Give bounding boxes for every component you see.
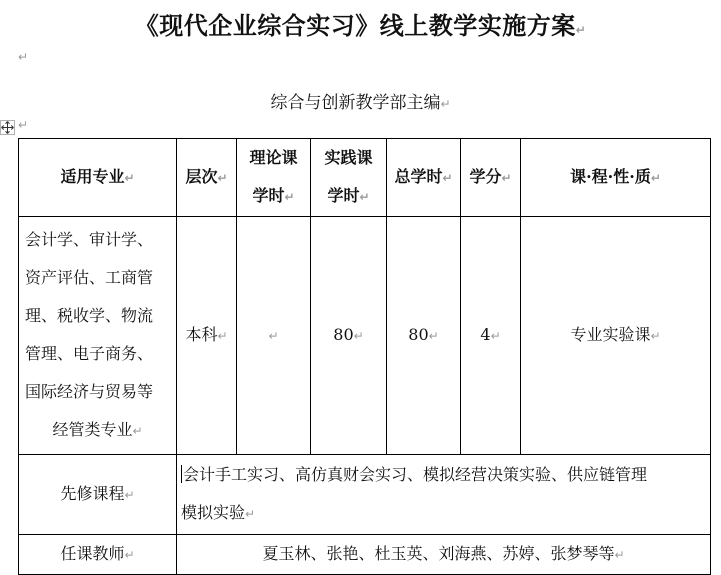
header-total-hours: 总学时↵ <box>387 139 461 217</box>
header-major: 适用专业↵ <box>19 139 177 217</box>
text-cursor <box>181 465 182 483</box>
teachers-row <box>19 535 711 575</box>
document-title-text: 《现代企业综合实习》线上教学实施方案 <box>134 11 576 40</box>
header-theory-hours: 理论课 学时↵ <box>237 139 311 217</box>
teachers-value[interactable]: 夏玉林、张艳、杜玉英、刘海燕、苏婷、张梦琴等↵ <box>177 535 711 575</box>
header-credits: 学分↵ <box>461 139 521 217</box>
table-header-row <box>19 139 711 217</box>
paragraph-mark: ↵ <box>18 118 29 132</box>
theory-hours-cell: ↵ <box>237 217 311 455</box>
teachers-label: 任课教师↵ <box>19 535 177 575</box>
paragraph-mark: ↵ <box>440 97 451 111</box>
prerequisite-value[interactable]: 会计手工实习、高仿真财会实习、模拟经营决策实验、供应链管理 模拟实验↵ <box>177 455 711 535</box>
document-subtitle <box>0 88 721 113</box>
empty-paragraph-mark: ↵ <box>18 50 29 64</box>
paragraph-mark: ↵ <box>575 23 587 37</box>
document-subtitle-text: 综合与创新教学部主编 <box>270 93 441 113</box>
table-move-handle[interactable] <box>0 120 15 135</box>
table-row <box>19 217 711 455</box>
credits-cell: 4↵ <box>461 217 521 455</box>
header-practice-hours: 实践课 学时↵ <box>311 139 387 217</box>
document-title <box>0 6 721 41</box>
total-hours-cell: 80↵ <box>387 217 461 455</box>
move-icon <box>1 121 14 134</box>
prerequisite-label: 先修课程↵ <box>19 455 177 535</box>
header-level: 层次↵ <box>177 139 237 217</box>
course-info-table <box>18 138 711 575</box>
prerequisite-row <box>19 455 711 535</box>
course-nature-cell: 专业实验课↵ <box>521 217 711 455</box>
practice-hours-cell: 80↵ <box>311 217 387 455</box>
header-course-nature: 课·程·性·质↵ <box>521 139 711 217</box>
majors-cell: 会计学、审计学、 资产评估、工商管 理、税收学、物流 管理、电子商务、 国际经济与贸易等 经管类专业↵ <box>19 217 177 455</box>
level-cell: 本科↵ <box>177 217 237 455</box>
